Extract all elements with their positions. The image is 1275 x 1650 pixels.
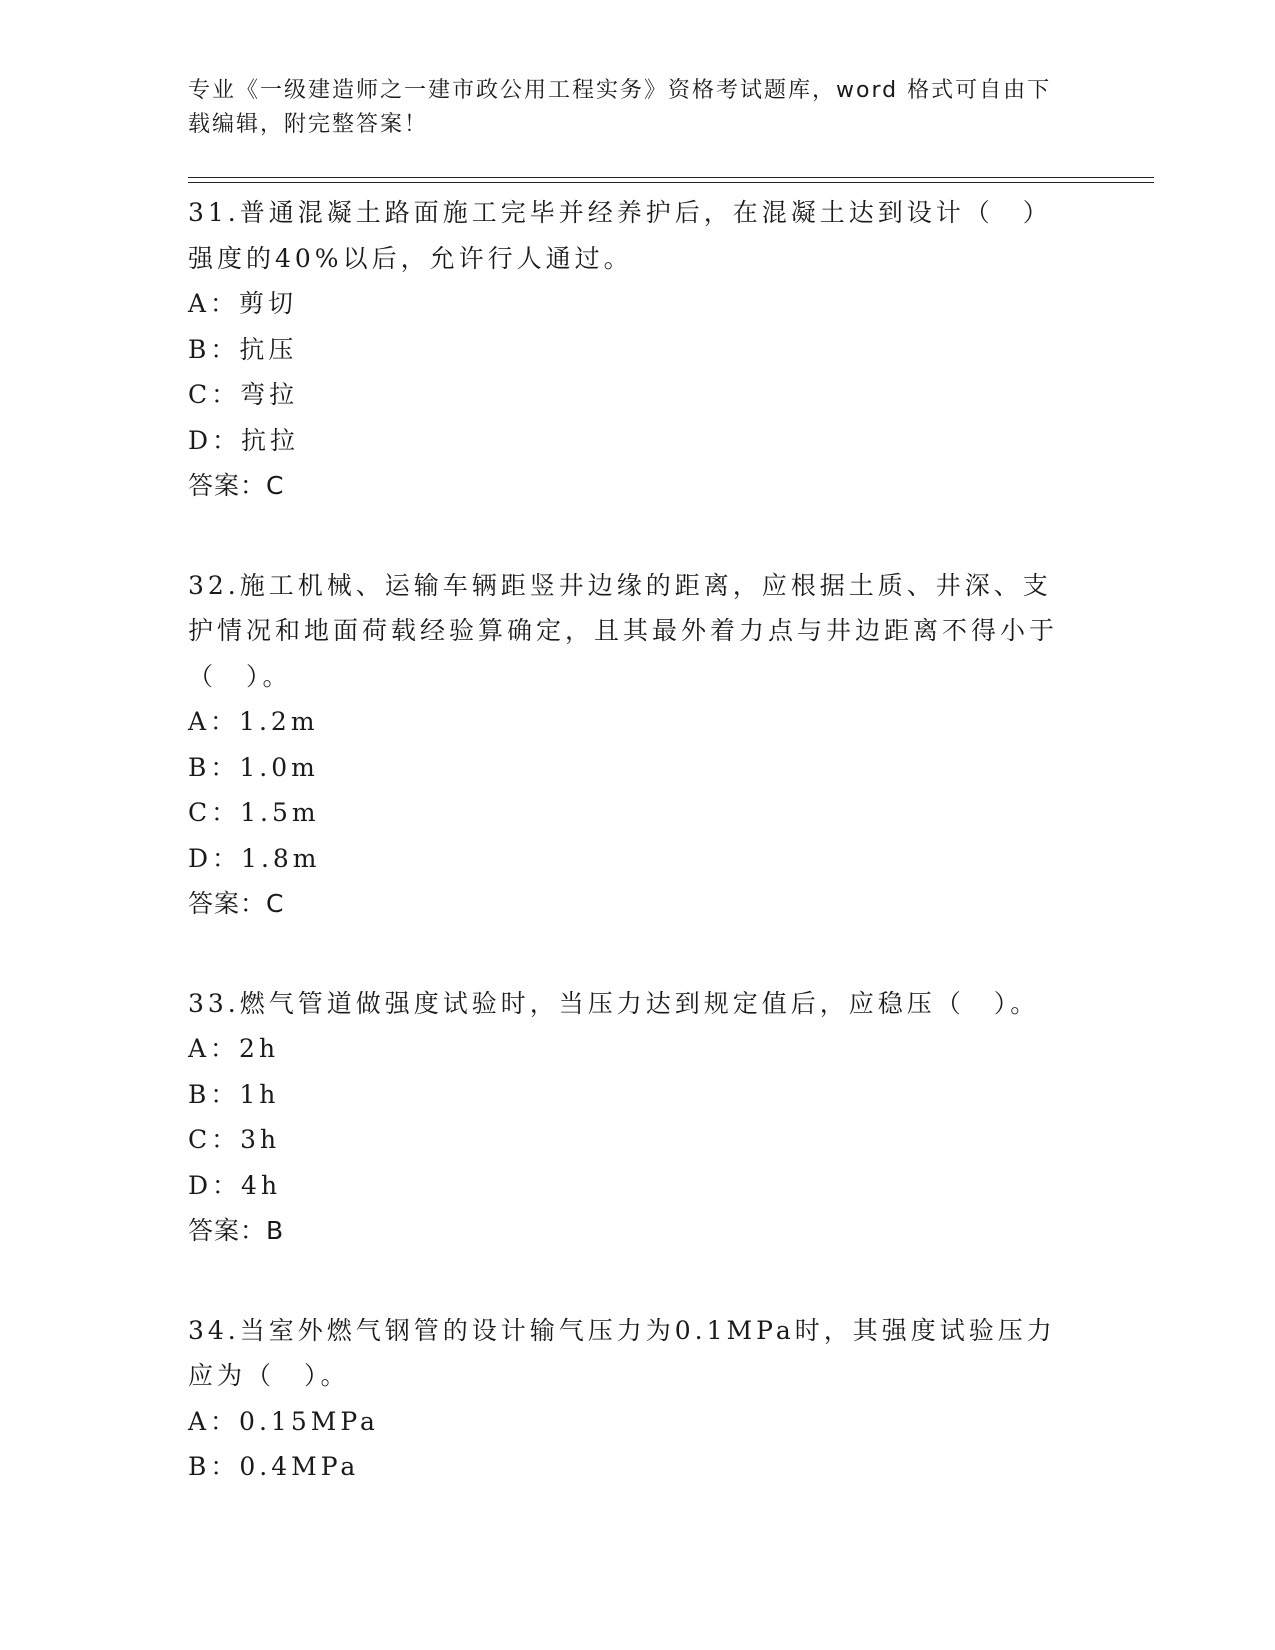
answer-text: 答案：C bbox=[188, 889, 285, 918]
option-b: B：1h bbox=[188, 1079, 280, 1109]
header-divider-top bbox=[188, 177, 1154, 178]
question-list bbox=[188, 190, 1088, 1544]
option-b: B：抗压 bbox=[188, 334, 298, 364]
question-stem: 32.施工机械、运输车辆距竖井边缘的距离，应根据土质、井深、支护情况和地面荷载经验算确定，且其最外着力点与井边距离不得小于（ ）。 bbox=[188, 570, 1059, 691]
question-32 bbox=[188, 563, 1088, 927]
option-c: C：1.5m bbox=[188, 798, 320, 827]
option-d: D：4h bbox=[188, 1170, 282, 1200]
option-a: A：剪切 bbox=[188, 289, 298, 318]
question-stem: 31.普通混凝土路面施工完毕并经养护后，在混凝土达到设计（ ）强度的40%以后，允许行人通过。 bbox=[188, 198, 1052, 273]
option-d: D：抗拉 bbox=[188, 425, 300, 455]
option-b: B：1.0m bbox=[188, 752, 319, 782]
question-33 bbox=[188, 981, 1088, 1254]
question-34 bbox=[188, 1308, 1088, 1490]
question-31 bbox=[188, 190, 1088, 509]
option-a: A：0.15MPa bbox=[188, 1406, 379, 1436]
option-b: B：0.4MPa bbox=[188, 1452, 360, 1481]
question-stem: 34.当室外燃气钢管的设计输气压力为0.1MPa时，其强度试验压力应为（ ）。 bbox=[188, 1315, 1056, 1390]
question-stem: 33.燃气管道做强度试验时，当压力达到规定值后，应稳压（ ）。 bbox=[188, 988, 1040, 1018]
option-c: C：弯拉 bbox=[188, 380, 299, 409]
document-header: 专业《一级建造师之一建市政公用工程实务》资格考试题库，word 格式可自由下载编辑，附完整答案！ bbox=[188, 78, 1052, 137]
option-a: A：1.2m bbox=[188, 707, 319, 736]
header-divider-bottom bbox=[188, 182, 1154, 183]
option-c: C：3h bbox=[188, 1125, 281, 1154]
answer-text: 答案：B bbox=[188, 1216, 285, 1245]
answer-text: 答案：C bbox=[188, 471, 285, 500]
option-a: A：2h bbox=[188, 1034, 280, 1063]
option-d: D：1.8m bbox=[188, 843, 321, 873]
